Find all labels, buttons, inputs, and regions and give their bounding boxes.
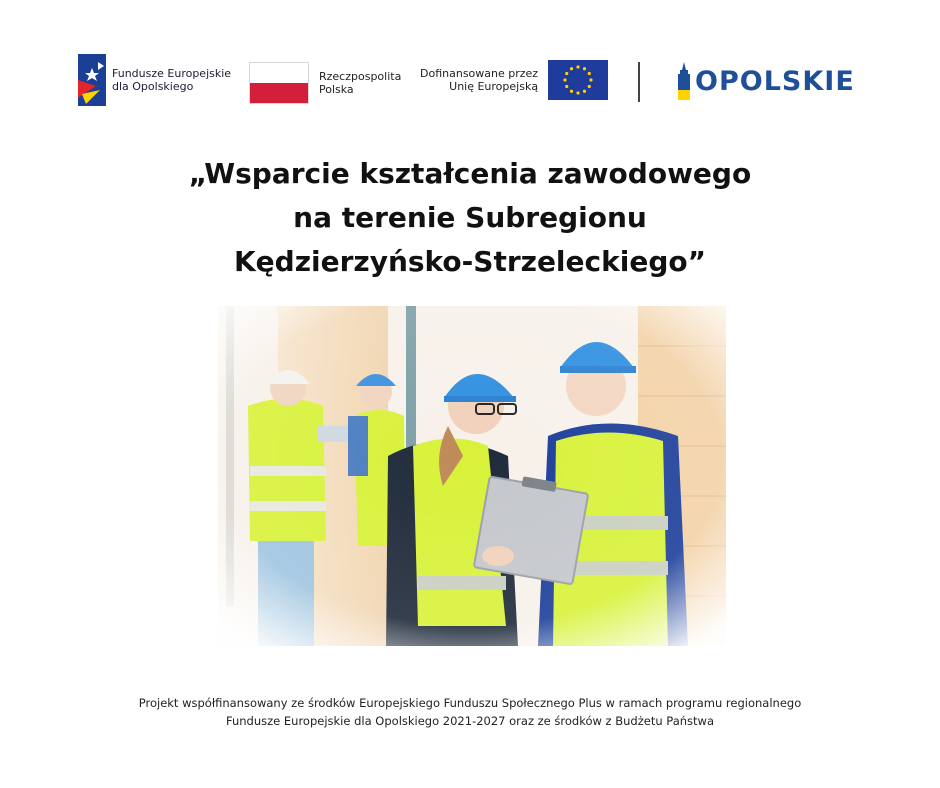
logo-divider bbox=[638, 62, 640, 102]
tower-icon bbox=[676, 62, 692, 100]
headline-line2: na terenie Subregionu bbox=[293, 201, 647, 234]
fe-logo-text bbox=[112, 67, 231, 93]
eu-star-icon bbox=[565, 72, 568, 75]
funds-emblem-icon bbox=[78, 54, 106, 106]
pl-logo-line2: Polska bbox=[319, 83, 354, 96]
fe-logo-line2: dla Opolskiego bbox=[112, 80, 194, 93]
photo-illustration bbox=[218, 306, 726, 646]
footer-line2: Fundusze Europejskie dla Opolskiego 2021-2027 oraz ze środków z Budżetu Państwa bbox=[225, 714, 714, 728]
headline-line3: Kędzierzyńsko-Strzeleckiego” bbox=[233, 245, 707, 278]
footer-line1: Projekt współfinansowany ze środków Europejskiego Funduszu Społecznego Plus w ramach programu regionalnego bbox=[138, 696, 802, 710]
pl-logo-line1: Rzeczpospolita bbox=[319, 70, 402, 83]
footer-note bbox=[0, 694, 940, 730]
eu-star-icon bbox=[583, 90, 586, 93]
eu-logo-line1: Dofinansowane przez bbox=[420, 67, 539, 80]
eu-star-icon bbox=[570, 67, 573, 70]
eu-star-icon bbox=[563, 78, 566, 81]
eu-logo-line2: Unię Europejską bbox=[449, 80, 539, 93]
eu-star-icon bbox=[576, 65, 579, 68]
eu-logo-text bbox=[420, 67, 538, 93]
eu-star-icon bbox=[576, 91, 579, 94]
pl-logo bbox=[249, 62, 401, 104]
polish-flag-icon bbox=[249, 62, 309, 104]
eu-star-icon bbox=[588, 72, 591, 75]
students-in-hardhats-photo bbox=[218, 306, 726, 646]
eu-star-icon bbox=[565, 85, 568, 88]
logo-bar bbox=[0, 52, 940, 108]
eu-star-icon bbox=[583, 67, 586, 70]
headline-line1: „Wsparcie kształcenia zawodowego bbox=[188, 157, 752, 190]
fe-logo-line1: Fundusze Europejskie bbox=[112, 67, 232, 80]
eu-star-icon bbox=[589, 78, 592, 81]
pl-logo-text bbox=[319, 70, 401, 96]
eu-logo bbox=[420, 60, 608, 100]
opolskie-logo bbox=[676, 62, 855, 100]
eu-flag-icon bbox=[548, 60, 608, 100]
fe-logo bbox=[78, 54, 231, 106]
opolskie-wordmark: OPOLSKIE bbox=[695, 65, 855, 97]
eu-star-icon bbox=[588, 85, 591, 88]
headline bbox=[0, 152, 940, 284]
eu-star-icon bbox=[570, 90, 573, 93]
